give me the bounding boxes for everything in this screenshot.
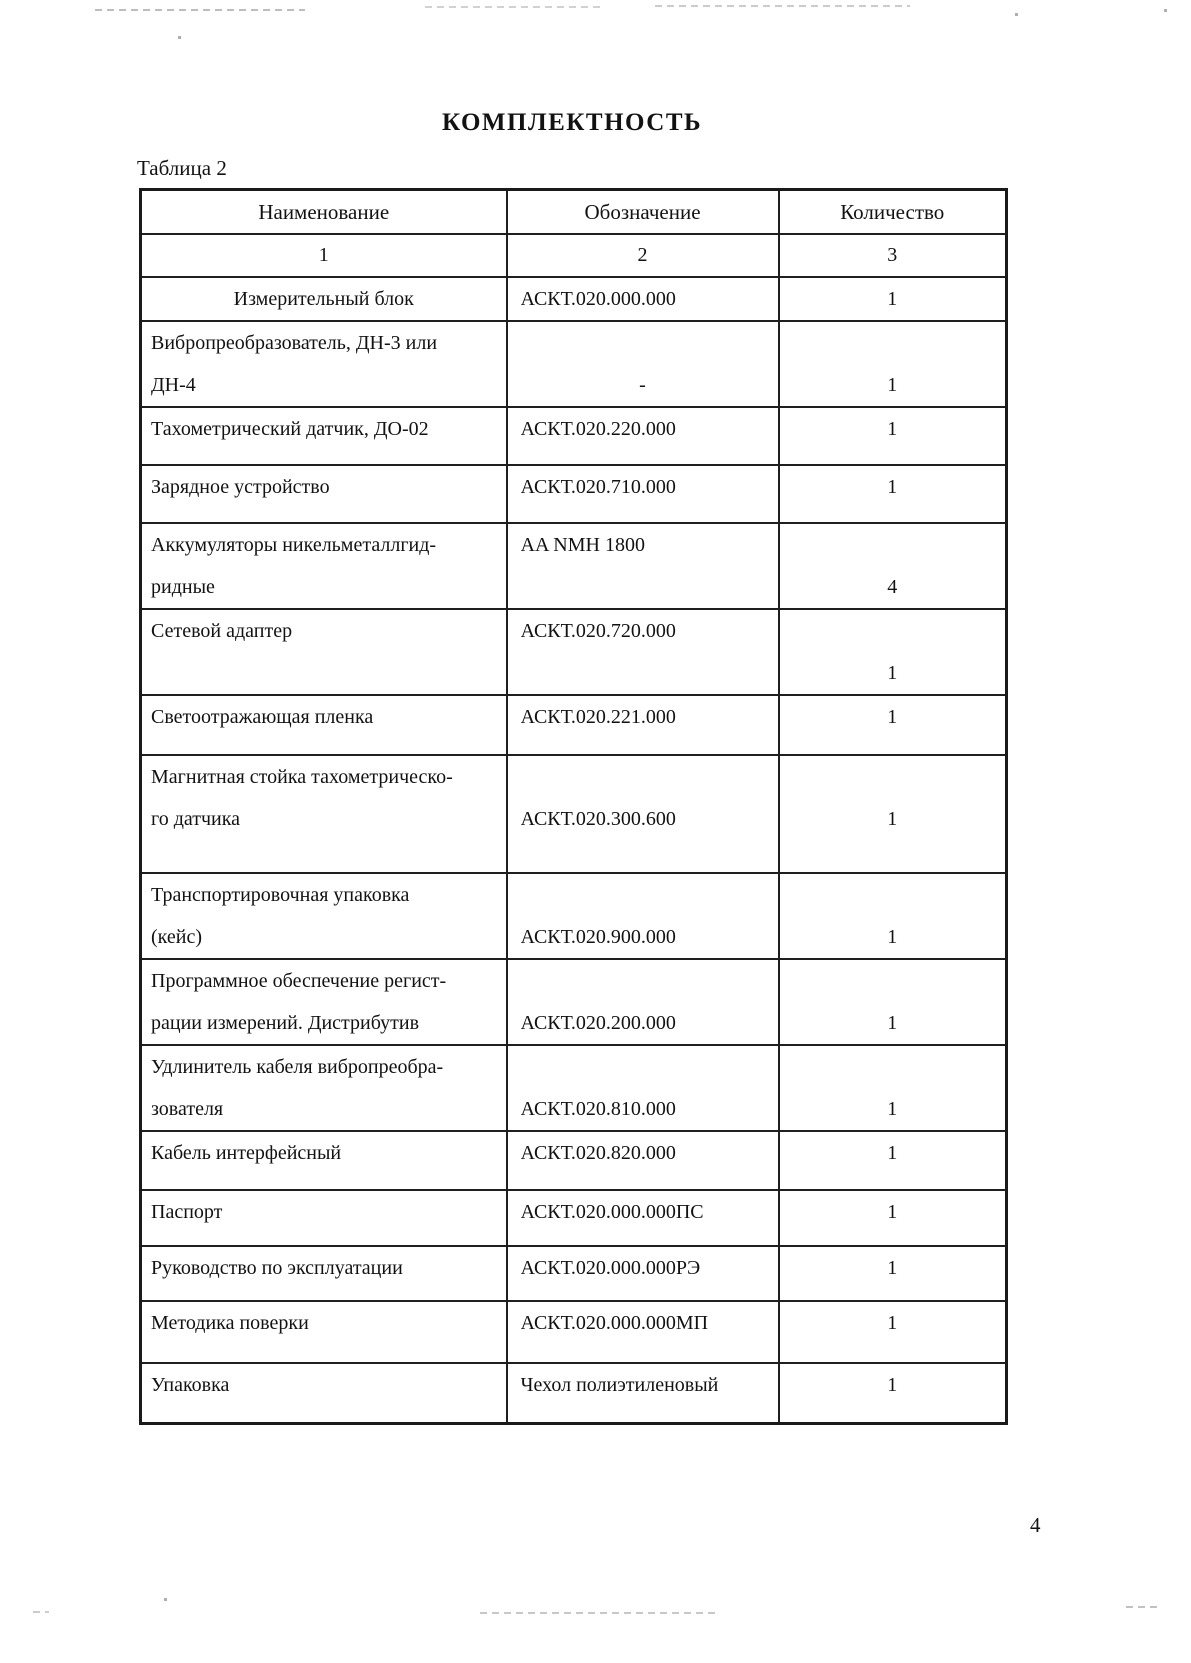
cell-line: 1	[887, 1374, 898, 1396]
table-caption: Таблица 2	[137, 156, 227, 180]
cell-name	[141, 1190, 507, 1246]
cell-quantity	[779, 873, 1007, 959]
cell-name	[141, 277, 507, 321]
cell-line	[780, 756, 1006, 798]
cell-line: 1	[887, 418, 898, 440]
cell-line	[521, 756, 778, 798]
cell-designation	[507, 1246, 779, 1301]
cell-line: 1	[887, 1257, 898, 1279]
cell-line: АСКТ.020.300.600	[520, 808, 676, 830]
cell-line	[521, 566, 778, 608]
cell-line: 1	[887, 476, 898, 498]
scan-artifact-line	[425, 6, 600, 8]
scan-artifact-line	[33, 1611, 49, 1613]
table-row	[141, 755, 1007, 873]
cell-quantity	[779, 959, 1007, 1045]
column-number-1: 1	[141, 234, 507, 277]
table-header-row	[141, 190, 1007, 235]
cell-quantity	[779, 321, 1007, 407]
cell-line: (кейс)	[151, 926, 202, 948]
cell-line: Программное обеспечение регист-	[151, 970, 447, 992]
cell-line	[780, 322, 1006, 364]
cell-line: Сетевой адаптер	[151, 620, 293, 642]
cell-line: AA NMH 1800	[520, 534, 645, 556]
cell-quantity	[779, 1363, 1007, 1423]
cell-line	[780, 1046, 1006, 1088]
cell-quantity	[779, 755, 1007, 873]
cell-line	[521, 960, 778, 1002]
cell-line: АСКТ.020.221.000	[520, 706, 676, 728]
cell-quantity	[779, 1190, 1007, 1246]
scan-artifact-line	[480, 1612, 715, 1614]
cell-line: -	[639, 374, 646, 396]
cell-line: Методика поверки	[151, 1312, 309, 1334]
cell-quantity	[779, 465, 1007, 523]
column-number-3: 3	[779, 234, 1007, 277]
cell-line: Руководство по эксплуатации	[151, 1257, 403, 1279]
cell-line: АСКТ.020.900.000	[520, 926, 676, 948]
cell-designation	[507, 465, 779, 523]
cell-quantity	[779, 695, 1007, 755]
cell-line: Удлинитель кабеля вибропреобра-	[151, 1056, 444, 1078]
cell-line: Аккумуляторы никельметаллгид-	[151, 534, 437, 556]
cell-line: 1	[887, 1201, 898, 1223]
cell-line: ДН-4	[151, 374, 196, 396]
cell-designation	[507, 873, 779, 959]
cell-designation	[507, 1190, 779, 1246]
cell-name	[141, 465, 507, 523]
scan-artifact-line	[655, 5, 910, 7]
cell-line: 1	[887, 808, 898, 830]
cell-quantity	[779, 1246, 1007, 1301]
cell-line: Кабель интерфейсный	[151, 1142, 342, 1164]
scan-artifact-dot	[178, 36, 181, 39]
cell-line	[780, 874, 1006, 916]
cell-name	[141, 873, 507, 959]
cell-line: Тахометрический датчик, ДО-02	[151, 418, 429, 440]
cell-line	[521, 652, 778, 694]
cell-line: Упаковка	[151, 1374, 230, 1396]
cell-line: АСКТ.020.710.000	[520, 476, 676, 498]
cell-line: 1	[887, 662, 898, 684]
cell-designation	[507, 1301, 779, 1363]
cell-designation	[507, 1045, 779, 1131]
table-row	[141, 1246, 1007, 1301]
cell-quantity	[779, 1131, 1007, 1190]
cell-name	[141, 609, 507, 695]
cell-line	[521, 1046, 778, 1088]
cell-designation	[507, 321, 779, 407]
scan-artifact-dot	[164, 1598, 167, 1601]
cell-name	[141, 1246, 507, 1301]
table-row	[141, 873, 1007, 959]
cell-name	[141, 959, 507, 1045]
cell-line: Чехол полиэтиленовый	[520, 1374, 719, 1396]
cell-line: Вибропреобразователь, ДН-3 или	[151, 332, 438, 354]
cell-line: АСКТ.020.000.000	[520, 288, 676, 310]
table-row	[141, 465, 1007, 523]
cell-designation	[507, 695, 779, 755]
cell-line: 1	[887, 288, 898, 310]
cell-name	[141, 695, 507, 755]
cell-line	[508, 322, 778, 364]
cell-name	[141, 1363, 507, 1423]
cell-line: 1	[887, 374, 898, 396]
cell-line: АСКТ.020.000.000РЭ	[520, 1257, 701, 1279]
cell-line: Измерительный блок	[233, 288, 414, 310]
cell-name	[141, 1045, 507, 1131]
cell-designation	[507, 959, 779, 1045]
cell-name	[141, 523, 507, 609]
table-row	[141, 1301, 1007, 1363]
cell-line	[780, 610, 1006, 652]
column-header-name: Наименование	[141, 190, 507, 235]
table-row	[141, 1045, 1007, 1131]
cell-quantity	[779, 407, 1007, 465]
cell-line	[780, 960, 1006, 1002]
cell-line: Светоотражающая пленка	[151, 706, 374, 728]
cell-line: 1	[887, 1142, 898, 1164]
cell-designation	[507, 1131, 779, 1190]
scan-artifact-line	[1126, 1606, 1162, 1608]
cell-quantity	[779, 523, 1007, 609]
table-row	[141, 277, 1007, 321]
cell-designation	[507, 407, 779, 465]
cell-line: АСКТ.020.720.000	[520, 620, 676, 642]
table-row	[141, 1131, 1007, 1190]
scan-artifact-dot	[1015, 13, 1018, 16]
cell-line: Магнитная стойка тахометрическо-	[151, 766, 453, 788]
cell-quantity	[779, 277, 1007, 321]
cell-designation	[507, 277, 779, 321]
cell-line: АСКТ.020.000.000ПС	[520, 1201, 704, 1223]
column-number-row	[141, 234, 1007, 277]
cell-line	[780, 524, 1006, 566]
cell-line: 1	[887, 1012, 898, 1034]
page-title: КОМПЛЕКТНОСТЬ	[441, 109, 703, 136]
table-row	[141, 1363, 1007, 1423]
cell-line: 1	[887, 1098, 898, 1120]
cell-line: АСКТ.020.220.000	[520, 418, 676, 440]
cell-line: 1	[887, 706, 898, 728]
cell-quantity	[779, 609, 1007, 695]
cell-name	[141, 755, 507, 873]
table-row	[141, 959, 1007, 1045]
cell-line: АСКТ.020.200.000	[520, 1012, 676, 1034]
cell-line: рации измерений. Дистрибутив	[151, 1012, 420, 1034]
cell-line: Транспортировочная упаковка	[151, 884, 410, 906]
cell-name	[141, 1131, 507, 1190]
cell-line: АСКТ.020.000.000МП	[520, 1312, 709, 1334]
column-header-quantity: Количество	[779, 190, 1007, 235]
cell-name	[141, 1301, 507, 1363]
table-row	[141, 321, 1007, 407]
scan-artifact-dot	[1164, 9, 1167, 12]
page-number: 4	[1030, 1513, 1041, 1537]
column-header-designation: Обозначение	[507, 190, 779, 235]
cell-quantity	[779, 1301, 1007, 1363]
table-row	[141, 523, 1007, 609]
table-row	[141, 1190, 1007, 1246]
cell-line: АСКТ.020.810.000	[520, 1098, 676, 1120]
cell-quantity	[779, 1045, 1007, 1131]
cell-designation	[507, 523, 779, 609]
table-row	[141, 407, 1007, 465]
cell-line: 4	[887, 576, 898, 598]
cell-line: АСКТ.020.820.000	[520, 1142, 676, 1164]
cell-line: ридные	[151, 576, 215, 598]
cell-designation	[507, 755, 779, 873]
cell-line: Зарядное устройство	[151, 476, 330, 498]
cell-designation	[507, 609, 779, 695]
column-number-2: 2	[507, 234, 779, 277]
cell-line: 1	[887, 926, 898, 948]
contents-table	[139, 188, 1008, 1425]
cell-line: 1	[887, 1312, 898, 1334]
cell-line: Паспорт	[151, 1201, 223, 1223]
cell-line	[521, 874, 778, 916]
cell-name	[141, 321, 507, 407]
table-row	[141, 609, 1007, 695]
scan-artifact-line	[95, 9, 305, 11]
table-row	[141, 695, 1007, 755]
cell-line: го датчика	[151, 808, 241, 830]
cell-designation	[507, 1363, 779, 1423]
cell-line: зователя	[151, 1098, 224, 1120]
cell-name	[141, 407, 507, 465]
